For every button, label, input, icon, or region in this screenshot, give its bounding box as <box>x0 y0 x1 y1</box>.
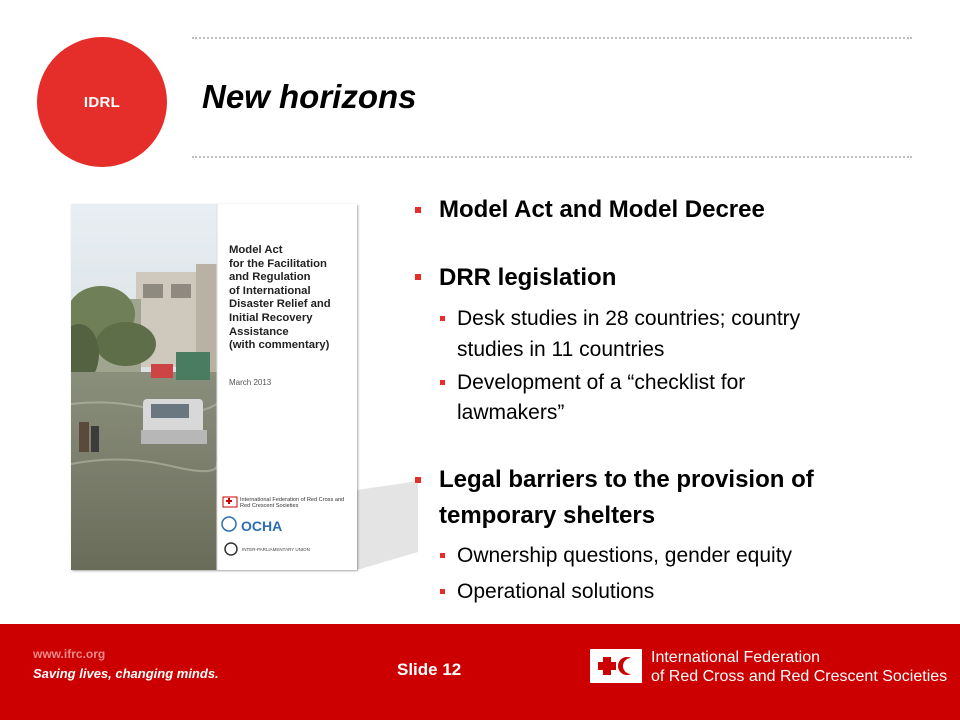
cover-title-line: Model Act <box>229 244 283 256</box>
bullet-marker <box>415 207 421 213</box>
red-cross-crescent-icon <box>593 652 639 680</box>
idrl-badge-label: IDRL <box>83 93 121 111</box>
cover-date: March 2013 <box>229 378 272 387</box>
sub-bullet-desk-studies-1: Desk studies in 28 countries; country <box>457 307 801 330</box>
cover-ipu-logo: INTER-PARLIAMENTARY UNION <box>242 547 310 552</box>
sub-bullet-marker <box>440 380 445 385</box>
sub-bullet-marker <box>440 553 445 558</box>
cover-title <box>229 244 354 353</box>
cover-ifrc-text: International Federation of Red Cross and Red Crescent Societies <box>240 497 345 510</box>
sub-bullet-checklist-2: lawmakers” <box>457 401 565 424</box>
footer-org-line: International Federation <box>651 649 820 666</box>
cover-title-line: Assistance <box>229 325 289 338</box>
slide-title: New horizons <box>202 78 417 115</box>
sub-bullet-desk-studies-2: studies in 11 countries <box>457 338 665 361</box>
footer-org-line: of Red Cross and Red Crescent Societies <box>651 667 948 685</box>
red-cross-red-crescent-logo <box>590 649 642 683</box>
cover-title-line: of International <box>229 284 311 297</box>
bullet-drr: DRR legislation <box>439 264 617 291</box>
bullet-marker <box>415 477 421 483</box>
cover-title-line: and Regulation <box>229 271 311 284</box>
cover-title-line: Disaster Relief and <box>229 298 331 311</box>
cover-ocha-logo: OCHA <box>241 518 283 534</box>
sub-bullet-operational: Operational solutions <box>457 580 655 603</box>
cover-title-line: (with commentary) <box>229 339 330 352</box>
bullet-legal-barriers-2: temporary shelters <box>439 502 656 529</box>
sub-bullet-checklist-1: Development of a “checklist for <box>457 371 746 394</box>
sub-bullet-marker <box>440 316 445 321</box>
sub-bullet-marker <box>440 589 445 594</box>
bullet-model-act: Model Act and Model Decree <box>439 196 765 223</box>
sub-bullet-ownership: Ownership questions, gender equity <box>457 544 793 567</box>
cover-title-line: for the Facilitation <box>229 257 327 270</box>
cover-title-line: Initial Recovery <box>229 311 313 324</box>
bullet-marker <box>415 274 421 280</box>
footer-url-link[interactable]: www.ifrc.org <box>33 647 106 661</box>
bullet-legal-barriers-1: Legal barriers to the provision of <box>439 466 814 493</box>
footer-tagline: Saving lives, changing minds. <box>33 666 219 681</box>
slide-number: Slide 12 <box>397 660 462 679</box>
footer-org-name <box>651 649 947 686</box>
